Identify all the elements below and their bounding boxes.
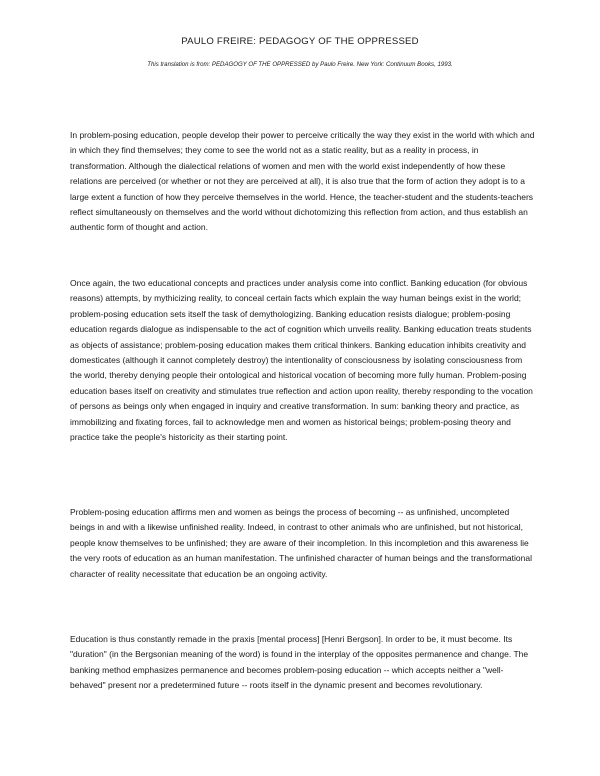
- paragraph-2: Once again, the two educational concepts and practices under analysis come into conflict. Banking education (for obvious reasons) attempts, by mythicizing reality, to conceal certain facts which explain the way human beings exist in the world; problem-posing education sets itself the task of demythologizing. Banking education resists dialogue; problem-posing education regards dialogue as indispensable to the act of cognition which unveils reality. Banking education treats students as objects of assistance; problem-posing education makes them critical thinkers. Banking education inhibits creativity and domesticates (although it cannot completely destroy) the intentionality of consciousness by isolating consciousness from the world, thereby denying people their ontological and historical vocation of becoming more fully human. Problem-posing education bases itself on creativity and stimulates true reflection and action upon reality, thereby responding to the vocation of persons as beings only when engaged in inquiry and creative transformation. In sum: banking theory and practice, as immobilizing and fixating forces, fail to acknowledge men and women as historical beings; problem-posing theory and practice take the people's historicity as their starting point.: [70, 278, 533, 443]
- document-title: PAULO FREIRE: PEDAGOGY OF THE OPPRESSED: [181, 36, 419, 47]
- paragraph-4: Education is thus constantly remade in the praxis [mental process] [Henri Bergson]. In order to be, it must become. Its "duration" (in the Bergsonian meaning of the word) is found in the interplay of the opposites permanence and change. The banking method emphasizes permanence and becomes problem-posing education -- which accepts neither a "well-behaved" present nor a predetermined future -- roots itself in the dynamic present and becomes revolutionary.: [70, 634, 529, 691]
- source-note: This translation is from: PEDAGOGY OF THE OPPRESSED by Paulo Freire. New York: Continuum Books, 1993.: [147, 61, 453, 68]
- paragraph-1: In problem-posing education, people develop their power to perceive critically the way they exist in the world with which and in which they find themselves; they come to see the world not as a static reality, but as a reality in process, in transformation. Although the dialectical relations of women and men with the world exist independently of how these relations are perceived (or whether or not they are perceived at all), it is also true that the form of action they adopt is to a large extent a function of how they perceive themselves in the world. Hence, the teacher-student and the students-teachers reflect simultaneously on themselves and the world without dichotomizing this reflection from action, and thus establish an authentic form of thought and action.: [70, 130, 535, 233]
- paragraph-3: Problem-posing education affirms men and women as beings the process of becoming -- as unfinished, uncompleted beings in and with a likewise unfinished reality. Indeed, in contrast to other animals who are unfinished, but not historical, people know themselves to be unfinished; they are aware of their incompletion. In this incompletion and this awareness lie the very roots of education as an human manifestation. The unfinished character of human beings and the transformational character of reality necessitate that education be an ongoing activity.: [70, 507, 532, 579]
